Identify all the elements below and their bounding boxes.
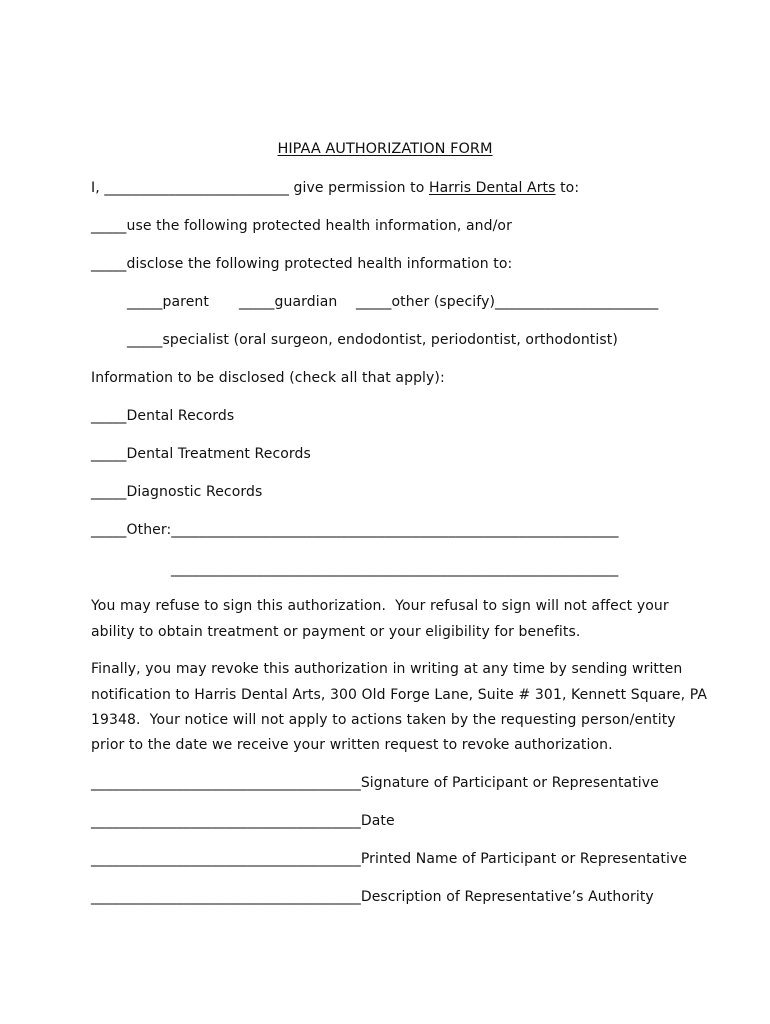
authority-row bbox=[91, 887, 654, 907]
printed-name-row bbox=[91, 849, 687, 869]
signature-blank[interactable]: ______________________________________ bbox=[91, 775, 361, 791]
info-other[interactable]: _____Other:_______________________________________________________________ bbox=[91, 522, 619, 538]
intro-prefix: I, bbox=[91, 180, 105, 196]
refusal-line-2: ability to obtain treatment or payment or your eligibility for benefits. bbox=[91, 624, 581, 640]
recipient-other[interactable]: _____other (specify)_______________________ bbox=[356, 294, 659, 310]
info-heading: Information to be disclosed (check all that apply): bbox=[91, 370, 445, 386]
recipient-parent[interactable]: _____parent bbox=[127, 294, 209, 310]
date-blank[interactable]: ______________________________________ bbox=[91, 813, 361, 829]
intro-line bbox=[91, 178, 579, 198]
info-treatment-records[interactable]: _____Dental Treatment Records bbox=[91, 446, 311, 462]
info-other-continued[interactable]: _______________________________________________________________ bbox=[171, 561, 619, 577]
date-label: Date bbox=[360, 813, 395, 829]
revoke-line-4: prior to the date we receive your written request to revoke authorization. bbox=[91, 737, 613, 753]
revoke-line-2: notification to Harris Dental Arts, 300 Old Forge Lane, Suite # 301, Kennett Square, PA bbox=[91, 687, 708, 703]
intro-suffix: to: bbox=[555, 180, 580, 196]
signature-row bbox=[91, 773, 659, 793]
option-disclose[interactable]: _____disclose the following protected health information to: bbox=[91, 256, 513, 272]
printed-name-blank[interactable]: ______________________________________ bbox=[91, 851, 361, 867]
info-dental-records[interactable]: _____Dental Records bbox=[91, 408, 235, 424]
recipient-specialist[interactable]: _____specialist (oral surgeon, endodontist, periodontist, orthodontist) bbox=[127, 332, 618, 348]
recipient-guardian[interactable]: _____guardian bbox=[239, 294, 338, 310]
signature-label: Signature of Participant or Representative bbox=[360, 775, 659, 791]
form-title: HIPAA AUTHORIZATION FORM bbox=[277, 141, 493, 157]
name-blank[interactable]: __________________________ bbox=[104, 180, 289, 196]
authority-label: Description of Representative’s Authority bbox=[360, 889, 654, 905]
revoke-line-3: 19348. Your notice will not apply to actions taken by the requesting person/entity bbox=[91, 712, 676, 728]
date-row bbox=[91, 811, 395, 831]
intro-middle: give permission to bbox=[288, 180, 429, 196]
refusal-line-1: You may refuse to sign this authorization. Your refusal to sign will not affect your bbox=[91, 598, 669, 614]
printed-name-label: Printed Name of Participant or Representative bbox=[360, 851, 688, 867]
option-use[interactable]: _____use the following protected health information, and/or bbox=[91, 218, 512, 234]
authority-blank[interactable]: ______________________________________ bbox=[91, 889, 361, 905]
practice-name: Harris Dental Arts bbox=[428, 180, 556, 196]
revoke-line-1: Finally, you may revoke this authorization in writing at any time by sending written bbox=[91, 661, 683, 677]
info-diagnostic-records[interactable]: _____Diagnostic Records bbox=[91, 484, 263, 500]
